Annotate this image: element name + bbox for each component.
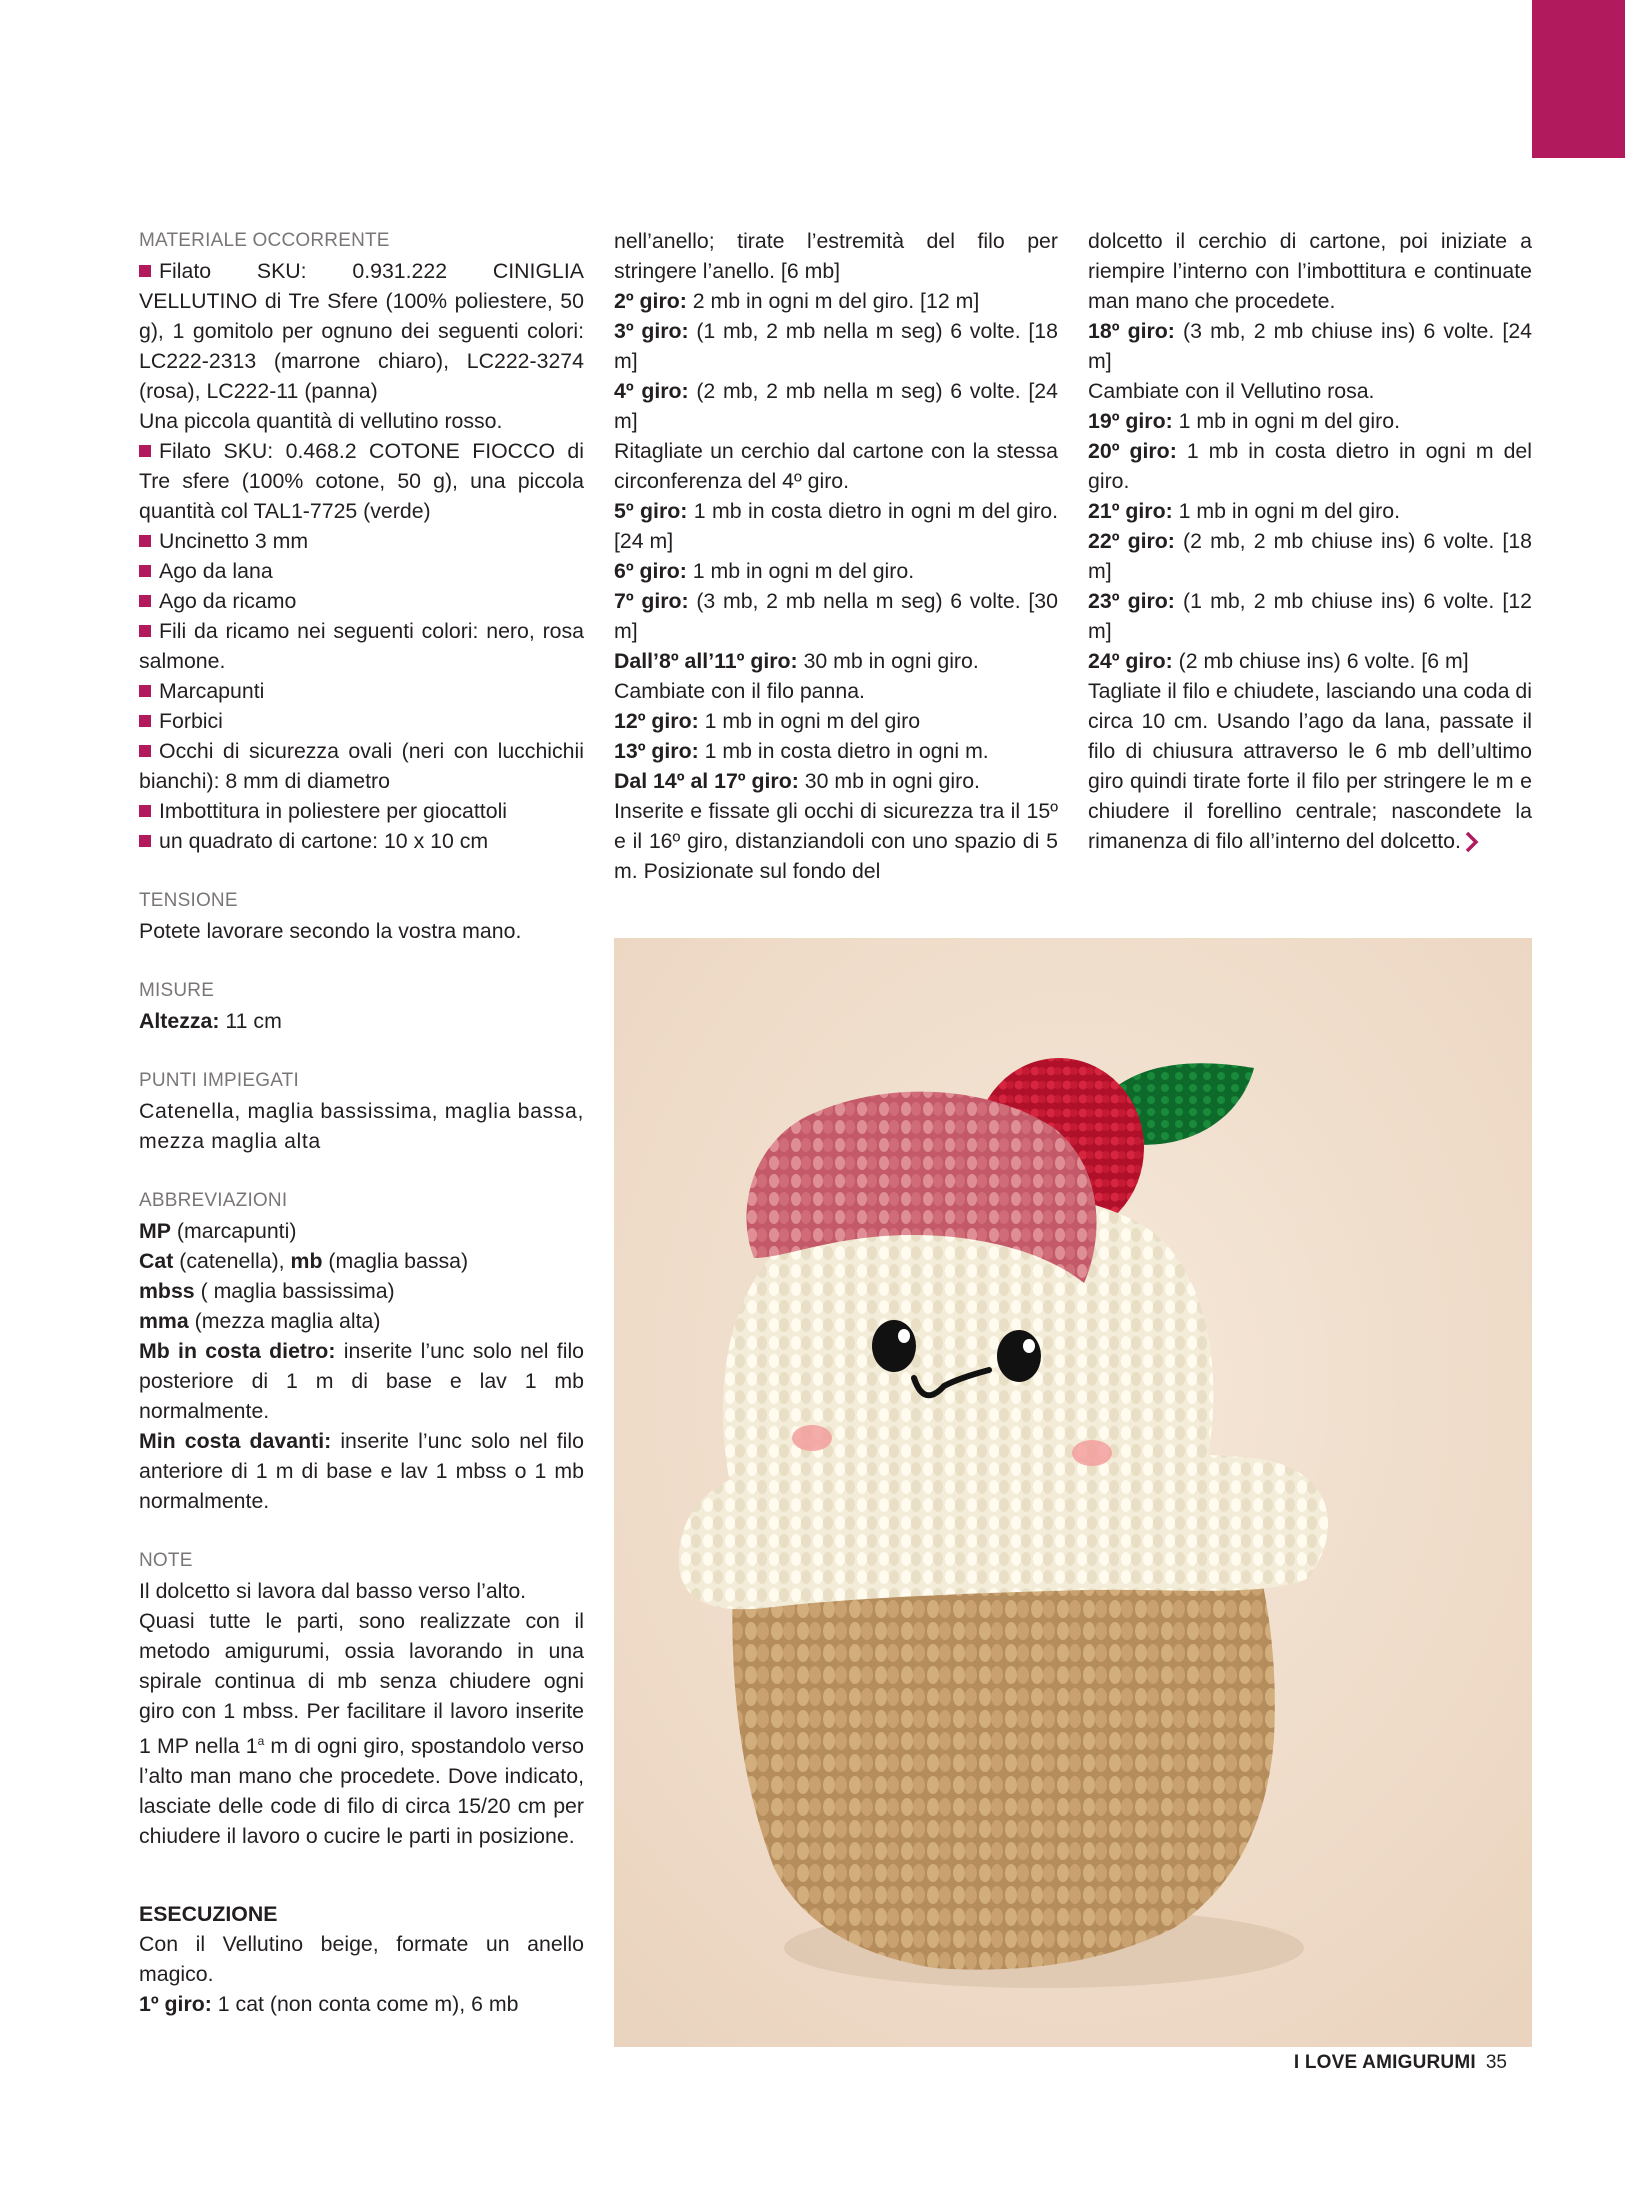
abbrev-mma: mma (mezza maglia alta) <box>139 1309 381 1333</box>
column-materials <box>139 226 584 2019</box>
materials-item: Uncinetto 3 mm <box>139 526 584 556</box>
materials-item: Imbottitura in poliestere per giocattoli <box>139 796 584 826</box>
notes-line1: Il dolcetto si lavora dal basso verso l’alto. <box>139 1579 527 1603</box>
bullet-icon <box>139 835 151 847</box>
amigurumi-illustration <box>614 938 1532 2047</box>
bullet-icon <box>139 715 151 727</box>
instruction-row: 2º giro: 2 mb in ogni m del giro. [12 m] <box>614 289 980 313</box>
amigurumi-photo <box>614 938 1532 2047</box>
instruction-row: Ritagliate un cerchio dal cartone con la stessa circonferenza del 4º giro. <box>614 439 1058 493</box>
instruction-row: 23º giro: (1 mb, 2 mb chiuse ins) 6 volte. [12 m] <box>1088 589 1533 643</box>
column-instructions-2 <box>614 226 1058 886</box>
materials-item: Ago da ricamo <box>139 586 584 616</box>
bullet-icon <box>139 745 151 757</box>
materials-item: Occhi di sicurezza ovali (neri con lucchichii bianchi): 8 mm di diametro <box>139 739 584 793</box>
materials-yarn1-extra: Una piccola quantità di vellutino rosso. <box>139 409 503 433</box>
materials-title: MATERIALE OCCORRENTE <box>139 230 390 251</box>
instruction-row: Tagliate il filo e chiudete, lasciando una coda di circa 10 cm. Usando l’ago da lana, passate il filo di chiusura attraverso le 6 mb dell’ultimo giro quindi tirate forte il filo per stringere le m e chiudere il forellino centrale; nascondete la rimanenza di filo all’interno del dolcetto. <box>1088 679 1532 853</box>
abbrev-front-loop: Min costa davanti: inserite l’unc solo nel filo anteriore di 1 m di base e lav 1 mbss o 1 mb normalmente. <box>139 1429 584 1513</box>
materials-item: un quadrato di cartone: 10 x 10 cm <box>139 826 584 856</box>
instruction-row: Dall’8º all’11º giro: 30 mb in ogni giro. <box>614 649 979 673</box>
instruction-row: 7º giro: (3 mb, 2 mb nella m seg) 6 volte. [30 m] <box>614 589 1058 643</box>
abbrev-mp: MP (marcapunti) <box>139 1219 297 1243</box>
page-number: 35 <box>1485 2052 1507 2073</box>
bullet-icon <box>139 265 151 277</box>
bullet-icon <box>139 565 151 577</box>
instruction-row: 12º giro: 1 mb in ogni m del giro <box>614 709 921 733</box>
instruction-row: 13º giro: 1 mb in costa dietro in ogni m. <box>614 739 989 763</box>
materials-list <box>139 526 584 856</box>
bullet-icon <box>139 445 151 457</box>
bullet-icon <box>139 685 151 697</box>
materials-item: Fili da ricamo nei seguenti colori: nero, rosa salmone. <box>139 619 584 673</box>
tension-title: TENSIONE <box>139 890 238 911</box>
instruction-row: Dal 14º al 17º giro: 30 mb in ogni giro. <box>614 769 980 793</box>
instruction-row: 6º giro: 1 mb in ogni m del giro. <box>614 559 915 583</box>
materials-yarn1: Filato SKU: 0.931.222 CINIGLIA VELLUTINO di Tre Sfere (100% poliestere, 50 g), 1 gomitolo per ognuno dei seguenti colori: LC222-2313 (marrone chiaro), LC222-3274 (rosa), LC222-11 (panna) <box>139 259 584 403</box>
stitches-title: PUNTI IMPIEGATI <box>139 1070 299 1091</box>
materials-item: Marcapunti <box>139 676 584 706</box>
abbrev-back-loop: Mb in costa dietro: inserite l’unc solo nel filo posteriore di 1 m di base e lav 1 mb normalmente. <box>139 1339 585 1423</box>
instruction-row: Cambiate con il filo panna. <box>614 679 865 703</box>
instruction-row: dolcetto il cerchio di cartone, poi iniziate a riempire l’interno con l’imbottitura e continuate man mano che procedete. <box>1088 229 1532 313</box>
accent-bar <box>1532 0 1625 158</box>
instruction-row: 22º giro: (2 mb, 2 mb chiuse ins) 6 volte. [18 m] <box>1088 529 1533 583</box>
tension-text: Potete lavorare secondo la vostra mano. <box>139 919 522 943</box>
instruction-row: 21º giro: 1 mb in ogni m del giro. <box>1088 499 1400 523</box>
exec-round1: 1º giro: 1 cat (non conta come m), 6 mb <box>139 1992 519 2017</box>
instruction-row: 5º giro: 1 mb in costa dietro in ogni m del giro. [24 m] <box>614 499 1058 553</box>
exec-intro: Con il Vellutino beige, formate un anello magico. <box>139 1932 584 1987</box>
instruction-row: 20º giro: 1 mb in costa dietro in ogni m del giro. <box>1088 439 1533 493</box>
instruction-row: Cambiate con il Vellutino rosa. <box>1088 379 1375 403</box>
measures-line: Altezza: 11 cm <box>139 1009 282 1033</box>
stitches-text: Catenella, maglia bassissima, maglia bassa, mezza maglia alta <box>139 1099 584 1153</box>
continue-arrow-icon <box>1465 831 1479 853</box>
page-footer <box>1294 2052 1507 2074</box>
bullet-icon <box>139 595 151 607</box>
materials-yarn2: Filato SKU: 0.468.2 COTONE FIOCCO di Tre sfere (100% cotone, 50 g), una piccola quantità col TAL1-7725 (verde) <box>139 439 584 523</box>
exec-title: ESECUZIONE <box>139 1902 278 1927</box>
abbrev-mbss: mbss ( maglia bassissima) <box>139 1279 395 1303</box>
instruction-row: 4º giro: (2 mb, 2 mb nella m seg) 6 volte. [24 m] <box>614 379 1058 433</box>
instruction-row: nell’anello; tirate l’estremità del filo per stringere l’anello. [6 mb] <box>614 229 1058 283</box>
magazine-name: I LOVE AMIGURUMI <box>1293 2052 1476 2073</box>
instruction-row: 18º giro: (3 mb, 2 mb chiuse ins) 6 volte. [24 m] <box>1088 319 1533 373</box>
instruction-row: 19º giro: 1 mb in ogni m del giro. <box>1088 409 1400 433</box>
materials-item: Forbici <box>139 706 584 736</box>
column-instructions-3 <box>1088 226 1532 856</box>
bullet-icon <box>139 625 151 637</box>
notes-title: NOTE <box>139 1550 193 1571</box>
bullet-icon <box>139 535 151 547</box>
abbrev-title: ABBREVIAZIONI <box>139 1190 288 1211</box>
bullet-icon <box>139 805 151 817</box>
measures-title: MISURE <box>139 980 215 1001</box>
notes-line2: Quasi tutte le parti, sono realizzate con il metodo amigurumi, ossia lavorando in una spirale continua di mb senza chiudere ogni giro con 1 mbss. Per facilitare il lavoro inserite 1 MP nella 1$^a$ m di ogni giro, spostandolo verso l’alto man mano che procedete. Dove indicato, lasciate delle code di filo di circa 15/20 cm per chiudere il lavoro o cucire le parti in posizione. <box>139 1609 584 1849</box>
instruction-row: Inserite e fissate gli occhi di sicurezza tra il 15º e il 16º giro, distanziandoli con uno spazio di 5 m. Posizionate sul fondo del <box>614 799 1058 883</box>
instruction-row: 3º giro: (1 mb, 2 mb nella m seg) 6 volte. [18 m] <box>614 319 1058 373</box>
instruction-row: 24º giro: (2 mb chiuse ins) 6 volte. [6 m] <box>1088 649 1469 673</box>
abbrev-cat-mb: Cat (catenella), mb (maglia bassa) <box>139 1249 469 1273</box>
materials-item: Ago da lana <box>139 556 584 586</box>
